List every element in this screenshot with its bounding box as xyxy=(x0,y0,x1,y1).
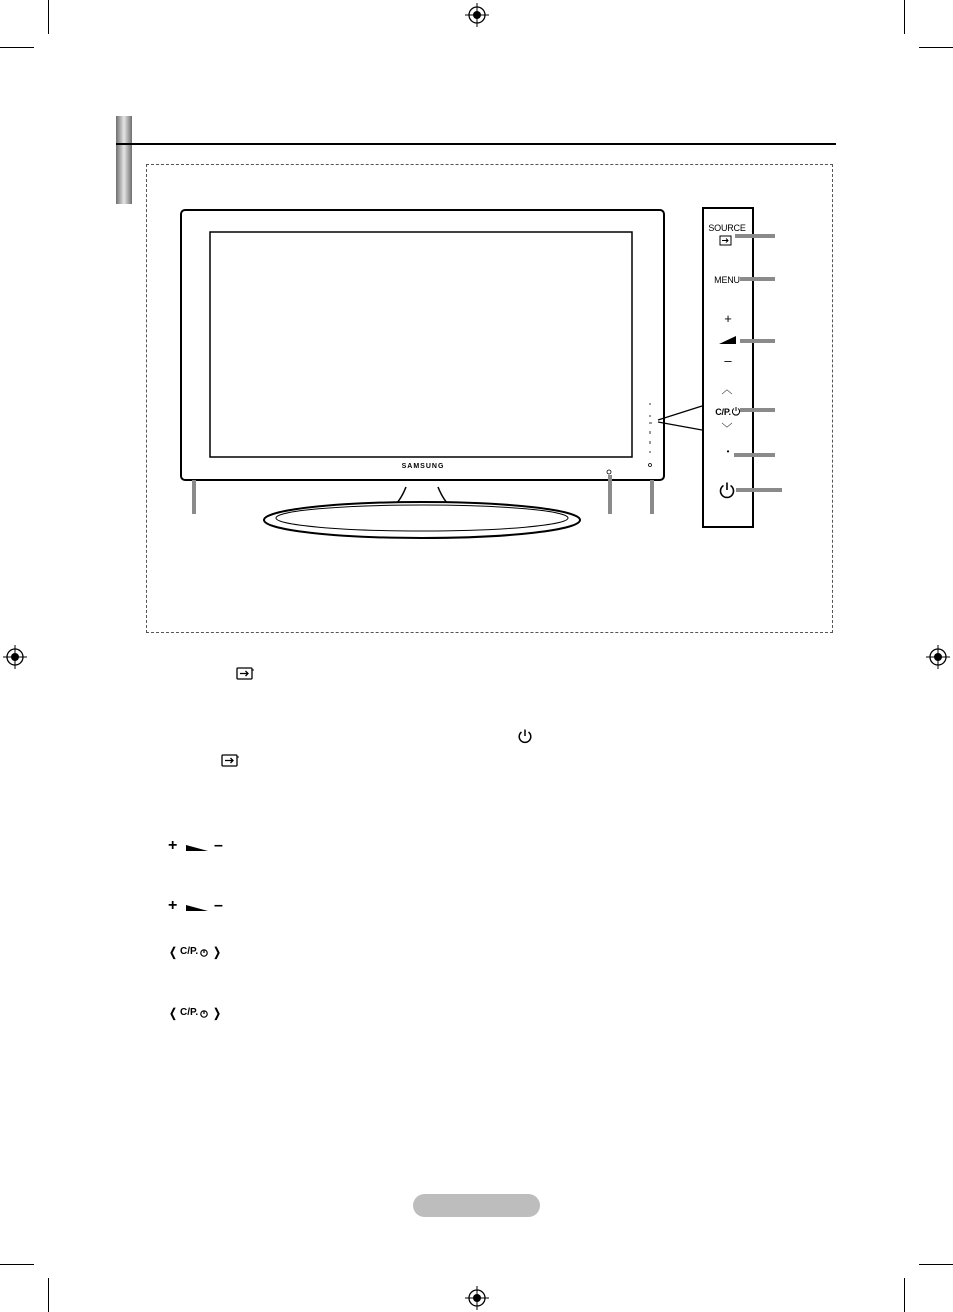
crop-mark xyxy=(919,47,953,48)
channel-left-symbol: ❬ xyxy=(168,1006,179,1020)
registration-mark-icon xyxy=(465,3,489,27)
volume-minus-symbol: – xyxy=(214,897,223,914)
panel-leader-lines xyxy=(650,400,710,440)
power-icon[interactable] xyxy=(718,481,736,499)
channel-down-button[interactable]: ﹀ xyxy=(721,423,733,435)
crop-mark xyxy=(48,0,49,34)
menu-button-label[interactable]: MENU xyxy=(714,275,740,285)
callout-line xyxy=(740,277,775,281)
callout-line xyxy=(735,234,775,238)
section-header-bar xyxy=(116,116,132,204)
cp-symbol-label: C/P. xyxy=(180,1007,199,1018)
source-button-label[interactable]: SOURCE xyxy=(708,223,746,233)
callout-line xyxy=(736,488,782,492)
section-header-rule xyxy=(116,143,836,145)
registration-mark-icon xyxy=(465,1286,489,1310)
crop-mark xyxy=(904,0,905,34)
power-indicator-dot: • xyxy=(726,447,730,456)
volume-minus-symbol: – xyxy=(214,837,223,854)
volume-plus-symbol: + xyxy=(168,897,178,914)
registration-mark-icon xyxy=(3,645,27,669)
power-icon xyxy=(200,949,208,957)
channel-up-button[interactable]: ︿ xyxy=(721,384,733,396)
registration-mark-icon xyxy=(926,645,950,669)
volume-wedge-icon xyxy=(719,335,737,345)
source-input-icon xyxy=(236,667,256,681)
callout-line xyxy=(740,408,775,412)
crop-mark xyxy=(0,47,34,48)
tv-front-illustration xyxy=(170,205,670,545)
volume-wedge-icon xyxy=(186,842,210,852)
brand-logo: SAMSUNG xyxy=(401,463,445,470)
channel-right-symbol: ❭ xyxy=(212,945,223,959)
volume-plus-symbol: + xyxy=(168,837,178,854)
crop-mark xyxy=(904,1278,905,1312)
crop-mark xyxy=(919,1264,953,1265)
source-input-icon xyxy=(221,754,241,768)
source-input-icon xyxy=(719,235,733,246)
crop-mark xyxy=(0,1264,34,1265)
power-icon xyxy=(200,1010,208,1018)
cp-symbol-label: C/P. xyxy=(180,946,199,957)
callout-line xyxy=(734,453,775,457)
channel-right-symbol: ❭ xyxy=(212,1006,223,1020)
cp-button-label: C/P. xyxy=(715,407,731,417)
page-number-pill xyxy=(413,1194,540,1217)
volume-up-button[interactable]: + xyxy=(724,311,732,326)
volume-down-button[interactable]: – xyxy=(724,353,732,368)
channel-left-symbol: ❬ xyxy=(168,945,179,959)
volume-wedge-icon xyxy=(186,902,210,912)
callout-line xyxy=(740,339,775,343)
crop-mark xyxy=(48,1278,49,1312)
power-icon xyxy=(517,728,533,744)
